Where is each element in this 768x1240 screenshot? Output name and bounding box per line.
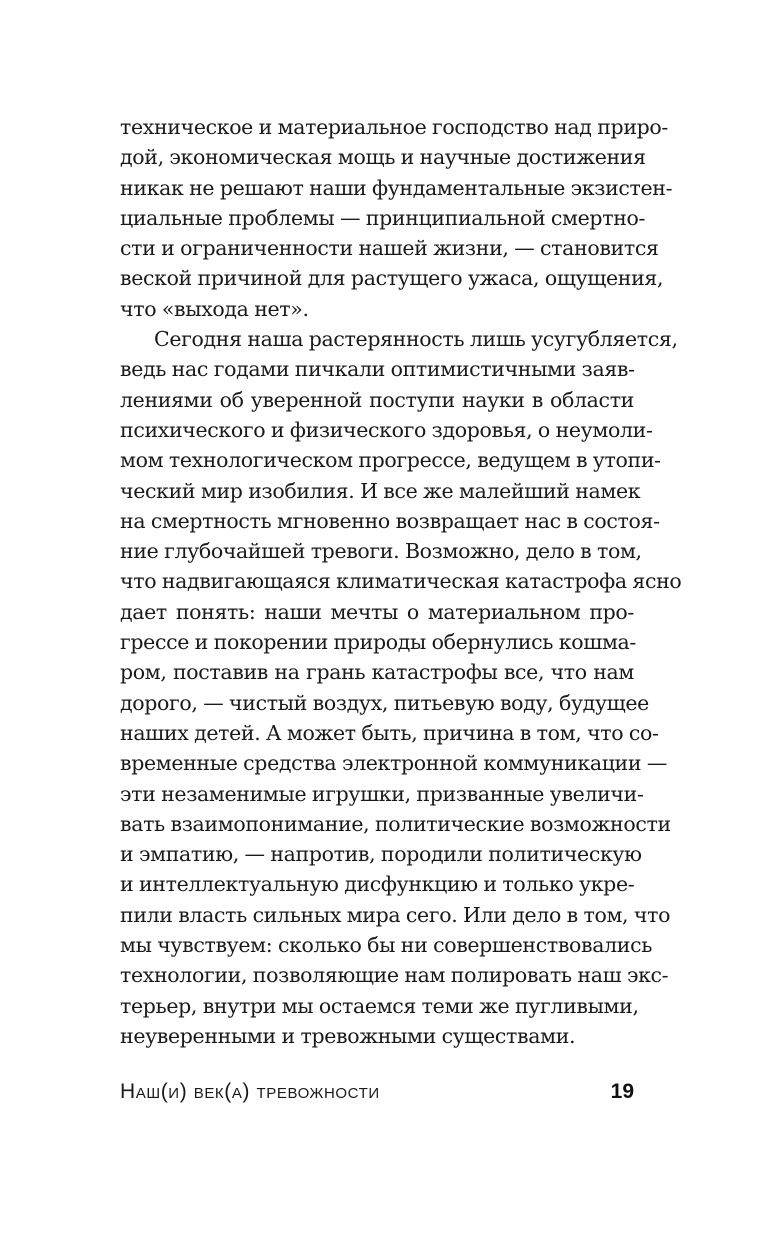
page-number: 19 xyxy=(610,1080,634,1103)
text-line: эти незаменимые игрушки, призванные увеличи- xyxy=(120,781,644,806)
text-line: ческий мир изобилия. И все же малейший намек xyxy=(120,478,641,503)
text-line: наших детей. А может быть, причина в том, что со- xyxy=(120,720,659,745)
text-line: никак не решают наши фундаментальные экзистен- xyxy=(120,175,673,200)
text-line: дой, экономическая мощь и научные достижения xyxy=(120,145,646,170)
text-line: и эмпатию, — напротив, породили политическую xyxy=(120,842,642,867)
text-line: ведь нас годами пичкали оптимистичными заяв- xyxy=(120,357,635,382)
text-line: дает понять: наши мечты о материальном про- xyxy=(120,599,634,624)
text-line: вать взаимопонимание, политические возможности xyxy=(120,811,671,836)
text-line: на смертность мгновенно возвращает нас в состоя- xyxy=(120,508,660,533)
text-line: техническое и материальное господство над приро- xyxy=(120,115,668,139)
text-line: лениями об уверенной поступи науки в области xyxy=(120,387,634,412)
text-line: веской причиной для растущего ужаса, ощущения, xyxy=(120,266,664,291)
text-line: неуверенными и тревожными существами. xyxy=(120,1023,576,1048)
page-footer xyxy=(120,1076,634,1108)
text-line: мы чувствуем: сколько бы ни совершенствовались xyxy=(120,933,653,958)
text-line: мом технологическом прогрессе, ведущем в утопи- xyxy=(120,448,661,473)
body-text xyxy=(120,112,682,1051)
text-line: технологии, позволяющие нам полировать наш экс- xyxy=(120,963,669,988)
paragraph xyxy=(120,324,682,1051)
text-line: дорого, — чистый воздух, питьевую воду, будущее xyxy=(120,690,649,715)
text-line: Сегодня наша растерянность лишь усугубляется, xyxy=(154,327,678,352)
text-line: что надвигающаяся климатическая катастрофа ясно xyxy=(120,569,682,594)
text-line: пили власть сильных мира сего. Или дело в том, что xyxy=(120,902,671,927)
text-line: и интеллектуальную дисфункцию и только укре- xyxy=(120,872,635,897)
text-line: грессе и покорении природы обернулись кошма- xyxy=(120,630,636,655)
text-line: терьер, внутри мы остаемся теми же пугливыми, xyxy=(120,993,639,1018)
text-line: сти и ограниченности нашей жизни, — становится xyxy=(120,236,659,261)
paragraph xyxy=(120,112,673,324)
text-line: циальные проблемы — принципиальной смертно- xyxy=(120,205,646,230)
text-line: ром, поставив на грань катастрофы все, что нам xyxy=(120,660,634,685)
text-line: временные средства электронной коммуникации — xyxy=(120,751,667,776)
text-line: что «выхода нет». xyxy=(120,296,309,321)
text-line: психического и физического здоровья, о неумоли- xyxy=(120,417,653,442)
running-head: Наш(и) век(а) тревожности xyxy=(120,1080,380,1103)
text-line: ние глубочайшей тревоги. Возможно, дело в том, xyxy=(120,539,642,564)
